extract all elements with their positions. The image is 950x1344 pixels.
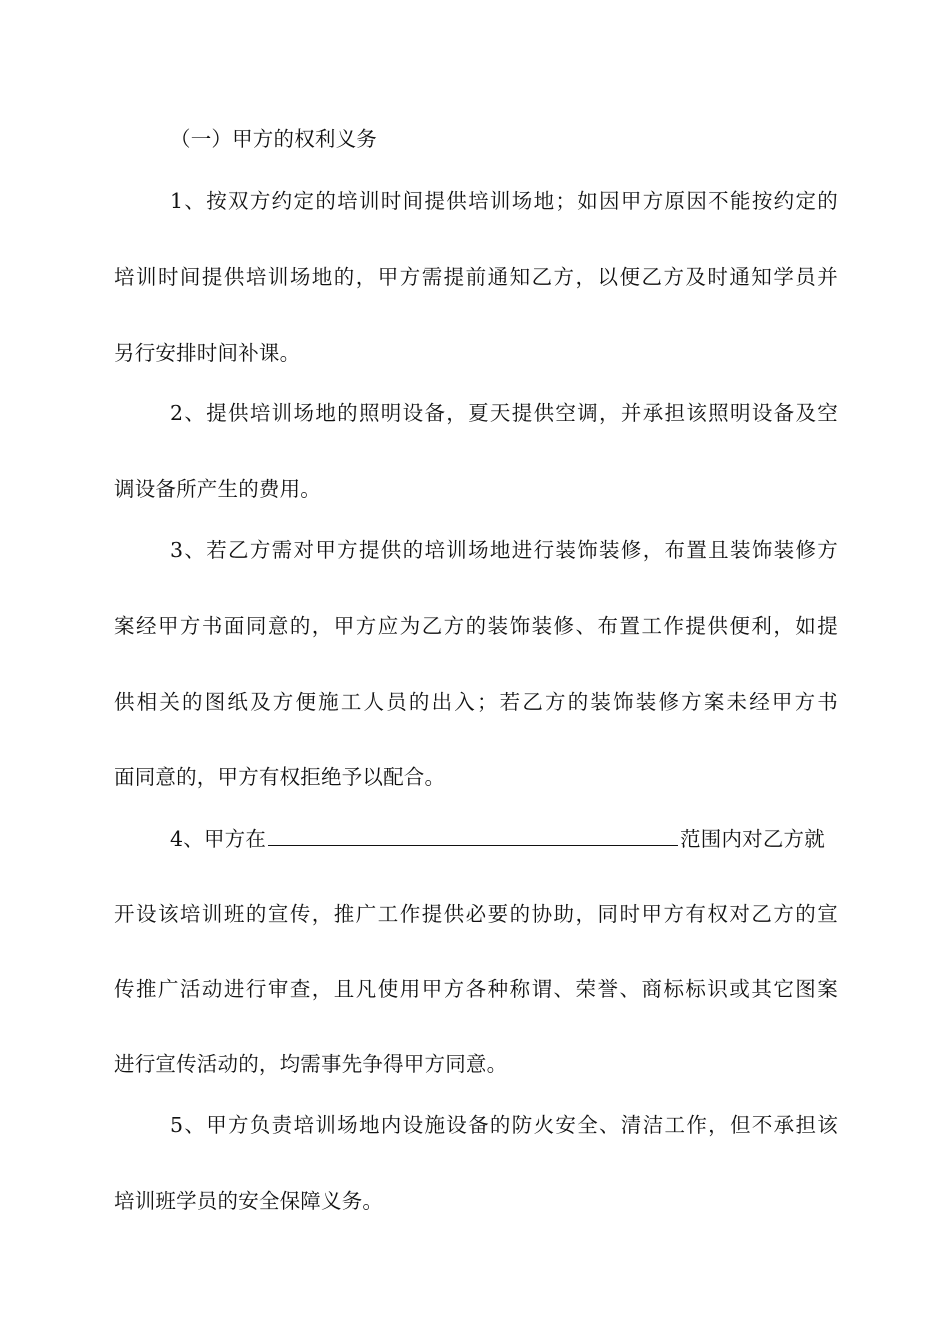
item-5-line-1: 5、甲方负责培训场地内设施设备的防火安全、清洁工作，但不承担该 — [170, 1113, 838, 1137]
item-3-line-2: 案经甲方书面同意的，甲方应为乙方的装饰装修、布置工作提供便利，如提 — [114, 614, 838, 638]
item-3-line-3: 供相关的图纸及方便施工人员的出入；若乙方的装饰装修方案未经甲方书 — [114, 690, 838, 714]
item-4-line-2: 开设该培训班的宣传，推广工作提供必要的协助，同时甲方有权对乙方的宣 — [114, 902, 838, 926]
item-3-line-1: 3、若乙方需对甲方提供的培训场地进行装饰装修，布置且装饰装修方 — [170, 538, 838, 562]
item-4-text-after-blank: 范围内对乙方就 — [680, 827, 825, 851]
section-heading: （一）甲方的权利义务 — [170, 127, 377, 151]
item-1-line-2: 培训时间提供培训场地的，甲方需提前通知乙方，以便乙方及时通知学员并 — [114, 265, 838, 289]
item-3-line-4: 面同意的，甲方有权拒绝予以配合。 — [114, 765, 446, 789]
item-4-line-3: 传推广活动进行审查，且凡使用甲方各种称谓、荣誉、商标标识或其它图案 — [114, 977, 838, 1001]
item-4-line-4: 进行宣传活动的，均需事先争得甲方同意。 — [114, 1052, 508, 1076]
item-2-line-1: 2、提供培训场地的照明设备，夏天提供空调，并承担该照明设备及空 — [170, 401, 838, 425]
item-1-line-3: 另行安排时间补课。 — [114, 341, 301, 365]
item-5-line-2: 培训班学员的安全保障义务。 — [114, 1189, 384, 1213]
item-1-line-1: 1、按双方约定的培训时间提供培训场地；如因甲方原因不能按约定的 — [170, 189, 838, 213]
item-4-text-before-blank: 4、甲方在 — [170, 827, 267, 851]
item-2-line-2: 调设备所产生的费用。 — [114, 477, 321, 501]
item-4-line-1 — [170, 823, 838, 854]
fill-in-blank — [268, 823, 678, 846]
